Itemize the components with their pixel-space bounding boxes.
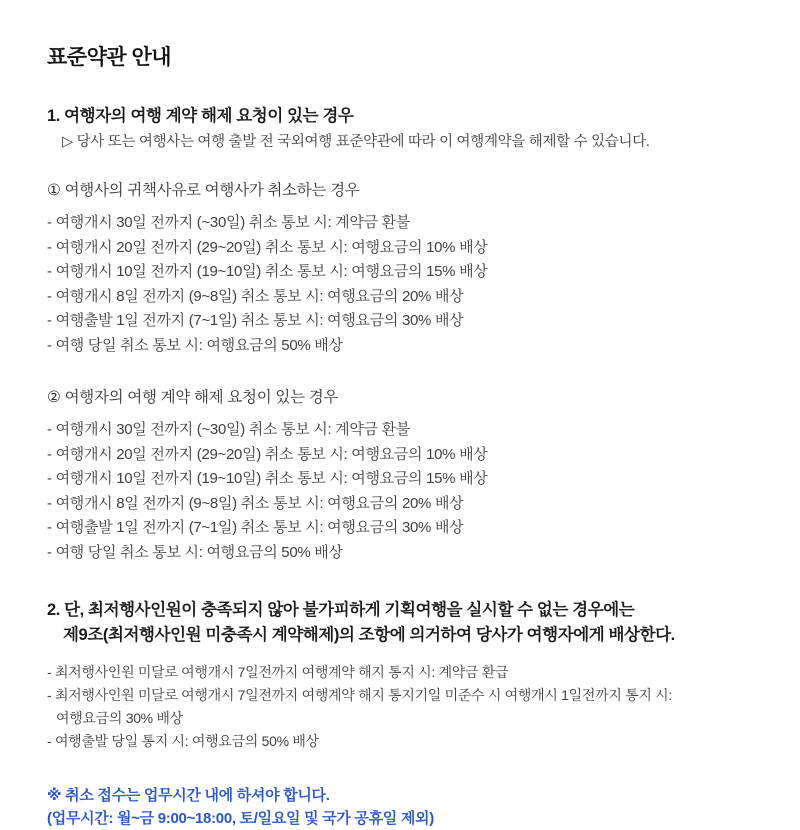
section-2-heading-line-1: 2. 단, 최저행사인원이 충족되지 않아 불가피하게 기획여행을 실시할 수 없는 경우에는: [47, 601, 635, 619]
cancellation-item: - 여행개시 30일 전까지 (~30일) 취소 통보 시: 계약금 환불: [47, 421, 411, 438]
subsection-1-item-list: [47, 211, 760, 358]
cancellation-item: - 여행개시 20일 전까지 (29~20일) 취소 통보 시: 여행요금의 10% 배상: [47, 445, 488, 463]
cancellation-item: - 여행출발 1일 전까지 (7~1일) 취소 통보 시: 여행요금의 30% 배상: [47, 519, 464, 536]
cancellation-item: - 여행개시 8일 전까지 (9~8일) 취소 통보 시: 여행요금의 20% 배상: [47, 287, 464, 305]
page-title: 표준약관 안내: [47, 46, 172, 69]
subsection-agency-fault: [47, 181, 760, 358]
section-1-heading: 1. 여행자의 여행 계약 해제 요청이 있는 경우: [47, 107, 354, 125]
section-1-note: ▷ 당사 또는 여행사는 여행 출발 전 국외여행 표준약관에 따라 이 여행계약을 해제할 수 있습니다.: [62, 134, 650, 150]
subsection-traveler-request: [47, 388, 760, 565]
notice-line-2: (업무시간: 월~금 9:00~18:00, 토/일요일 및 국가 공휴일 제외): [47, 810, 434, 827]
subsection-1-heading: ① 여행사의 귀책사유로 여행사가 취소하는 경우: [47, 182, 360, 199]
compensation-item: - 최저행사인원 미달로 여행개시 7일전까지 여행계약 해지 통지기일 미준수 시 여행개시 1일전까지 통지 시:: [47, 687, 672, 703]
cancellation-item: - 여행 당일 취소 통보 시: 여행요금의 50% 배상: [47, 336, 343, 354]
cancellation-item: - 여행개시 10일 전까지 (19~10일) 취소 통보 시: 여행요금의 15% 배상: [47, 470, 488, 487]
notice-line-1: ※ 취소 접수는 업무시간 내에 하셔야 합니다.: [47, 787, 330, 804]
compensation-item: - 여행출발 당일 통지 시: 여행요금의 50% 배상: [47, 733, 319, 749]
subsection-2-item-list: [47, 418, 760, 565]
cancellation-item: - 여행출발 1일 전까지 (7~1일) 취소 통보 시: 여행요금의 30% 배상: [47, 312, 464, 329]
compensation-item: - 최저행사인원 미달로 여행개시 7일전까지 여행계약 해지 통지 시: 계약금 환급: [47, 664, 509, 680]
subsection-2-heading: ② 여행자의 여행 계약 해제 요청이 있는 경우: [47, 389, 339, 406]
section-2-item-list: [47, 661, 760, 753]
cancellation-item: - 여행개시 10일 전까지 (19~10일) 취소 통보 시: 여행요금의 15% 배상: [47, 263, 488, 280]
cancellation-item: - 여행개시 8일 전까지 (9~8일) 취소 통보 시: 여행요금의 20% 배상: [47, 494, 464, 512]
section-2-heading-line-2: 제9조(최저행사인원 미충족시 계약해제)의 조항에 의거하여 당사가 여행자에게 배상한다.: [63, 626, 675, 644]
section-traveler-cancellation: [47, 106, 760, 565]
cancellation-notice: [47, 784, 760, 830]
cancellation-item: - 여행 당일 취소 통보 시: 여행요금의 50% 배상: [47, 543, 343, 561]
cancellation-item: - 여행개시 30일 전까지 (~30일) 취소 통보 시: 계약금 환불: [47, 214, 411, 231]
cancellation-item: - 여행개시 20일 전까지 (29~20일) 취소 통보 시: 여행요금의 10% 배상: [47, 238, 488, 256]
section-2-heading: [47, 598, 760, 648]
compensation-item-continuation: 여행요금의 30% 배상: [56, 710, 183, 726]
section-minimum-participants: [47, 598, 760, 753]
